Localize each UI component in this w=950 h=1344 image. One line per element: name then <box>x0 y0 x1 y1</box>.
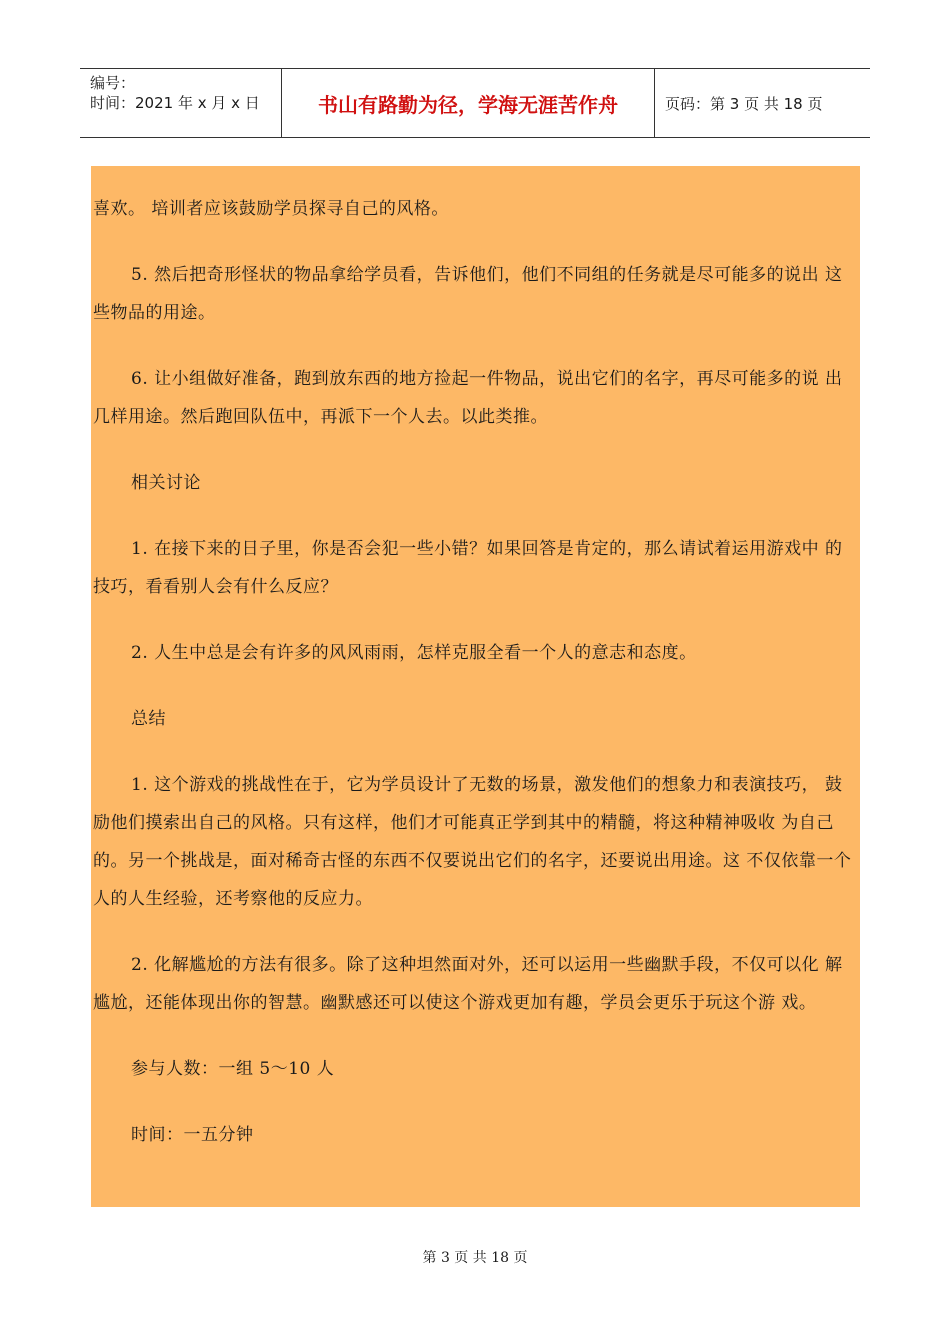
document-number-label: 编号： <box>90 74 136 92</box>
header-meta <box>80 69 282 137</box>
paragraph-duration: 时间：一五分钟 <box>131 1125 254 1145</box>
paragraph-summary-1: 1. 这个游戏的挑战性在于，它为学员设计了无数的场景，激发他们的想象力和表演技巧， 鼓励他们摸索出自己的风格。只有这样，他们才可能真正学到其中的精髓，将这种精神吸收 为自己的。另一个挑战是，面对稀奇古怪的东西不仅要说出它们的名字，还要说出用途。这 不仅依靠一个人的人生经验，还考察他的反应力。 <box>93 775 852 909</box>
paragraph-summary-2: 2. 化解尴尬的方法有很多。除了这种坦然面对外，还可以运用一些幽默手段，不仅可以化 解尴尬，还能体现出你的智慧。幽默感还可以使这个游戏更加有趣，学员会更乐于玩这个游 戏。 <box>93 955 843 1013</box>
paragraph-step-5: 5. 然后把奇形怪状的物品拿给学员看，告诉他们，他们不同组的任务就是尽可能多的说出 这些物品的用途。 <box>93 265 843 323</box>
header-motto: 书山有路勤为径，学海无涯苦作舟 <box>282 69 655 137</box>
page-footer: 第 3 页 共 18 页 <box>422 1250 528 1266</box>
document-body <box>91 166 860 1207</box>
heading-related-discussion: 相关讨论 <box>131 473 201 493</box>
paragraph-participants: 参与人数：一组 5～10 人 <box>131 1059 335 1079</box>
paragraph-step-6: 6. 让小组做好准备，跑到放东西的地方捡起一件物品，说出它们的名字，再尽可能多的说 出几样用途。然后跑回队伍中，再派下一个人去。以此类推。 <box>93 369 843 427</box>
document-date: 时间：2021 年 x 月 x 日 <box>90 94 260 112</box>
paragraph-discussion-2: 2. 人生中总是会有许多的风风雨雨，怎样克服全看一个人的意志和态度。 <box>131 643 697 663</box>
paragraph-continuation: 喜欢。 培训者应该鼓励学员探寻自己的风格。 <box>93 199 449 219</box>
header-page-info: 页码：第 3 页 共 18 页 <box>665 94 823 113</box>
paragraph-discussion-1: 1. 在接下来的日子里，你是否会犯一些小错？如果回答是肯定的，那么请试着运用游戏中 的技巧，看看别人会有什么反应？ <box>93 539 843 597</box>
heading-summary: 总结 <box>131 709 166 729</box>
page-header <box>80 68 870 138</box>
